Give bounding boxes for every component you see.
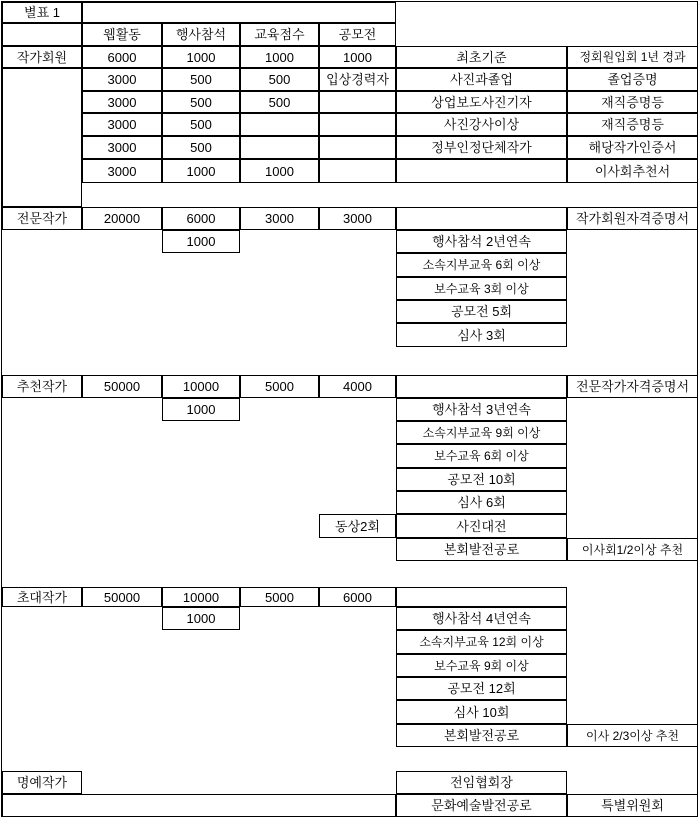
requirement-cell: 이사회1/2이상 추천	[567, 538, 698, 561]
grade-label-cell: 추천작가	[2, 375, 82, 398]
score-cell: 1000	[240, 46, 319, 68]
score-cell: 5000	[240, 375, 319, 398]
score-cell: 3000	[82, 136, 162, 159]
empty-cell	[319, 136, 396, 159]
score-cell: 6000	[82, 46, 162, 68]
empty-cell	[319, 91, 396, 113]
empty-cell	[2, 68, 82, 207]
criteria-cell: 공모전 12회	[396, 677, 567, 700]
score-cell: 500	[162, 91, 240, 113]
requirement-cell: 재직증명등	[567, 91, 698, 113]
score-cell: 10000	[162, 587, 240, 607]
criteria-cell: 사진강사이상	[396, 113, 567, 136]
score-cell: 500	[240, 91, 319, 113]
empty-cell	[2, 794, 396, 817]
empty-cell	[319, 113, 396, 136]
criteria-cell: 보수교육 3회 이상	[396, 277, 567, 300]
requirement-cell: 졸업증명	[567, 68, 698, 91]
grade-label-cell: 작가회원	[2, 46, 82, 68]
requirement-cell: 전문작가자격증명서	[567, 375, 698, 398]
criteria-cell: 전임협회장	[396, 771, 567, 794]
score-cell: 6000	[162, 207, 240, 230]
score-cell: 50000	[82, 375, 162, 398]
score-cell: 500	[162, 136, 240, 159]
empty-cell	[82, 2, 396, 23]
requirement-cell: 재직증명등	[567, 113, 698, 136]
criteria-cell: 소속지부교육 12회 이상	[396, 630, 567, 654]
requirement-cell: 이사회추천서	[567, 159, 698, 183]
criteria-cell: 보수교육 9회 이상	[396, 654, 567, 677]
criteria-cell: 행사참석 3년연속	[396, 398, 567, 421]
criteria-cell: 상업보도사진기자	[396, 91, 567, 113]
criteria-cell: 문화예술발전공로	[396, 794, 567, 817]
criteria-cell: 소속지부교육 6회 이상	[396, 253, 567, 277]
column-header-cell: 교육점수	[240, 23, 319, 46]
score-cell: 1000	[162, 607, 240, 630]
score-cell: 3000	[82, 159, 162, 183]
column-header-cell: 행사참석	[162, 23, 240, 46]
empty-cell	[240, 113, 319, 136]
grade-label-cell: 전문작가	[2, 207, 82, 230]
criteria-cell: 동상2회	[319, 514, 396, 538]
score-cell: 500	[240, 68, 319, 91]
score-cell: 1000	[162, 159, 240, 183]
score-cell: 3000	[240, 207, 319, 230]
requirement-cell: 정회원입회 1년 경과	[567, 46, 698, 68]
requirement-cell: 특별위원회	[567, 794, 698, 817]
empty-cell	[396, 159, 567, 183]
criteria-cell: 정부인정단체작가	[396, 136, 567, 159]
score-cell: 1000	[319, 46, 396, 68]
empty-cell	[2, 23, 82, 46]
table-title-cell: 별표 1	[2, 2, 82, 23]
criteria-cell: 사진과졸업	[396, 68, 567, 91]
criteria-cell: 본회발전공로	[396, 538, 567, 561]
column-header-cell: 공모전	[319, 23, 396, 46]
grade-label-cell: 초대작가	[2, 587, 82, 607]
criteria-cell: 입상경력자	[319, 68, 396, 91]
score-cell: 1000	[162, 230, 240, 253]
empty-cell	[396, 587, 567, 607]
empty-cell	[396, 207, 567, 230]
score-cell: 3000	[82, 91, 162, 113]
score-cell: 6000	[319, 587, 396, 607]
score-cell: 500	[162, 113, 240, 136]
criteria-cell: 심사 10회	[396, 700, 567, 724]
criteria-cell: 최초기준	[396, 46, 567, 68]
requirement-cell: 작가회원자격증명서	[567, 207, 698, 230]
criteria-cell: 사진대전	[396, 514, 567, 538]
criteria-cell: 본회발전공로	[396, 724, 567, 747]
score-cell: 50000	[82, 587, 162, 607]
score-cell: 3000	[82, 68, 162, 91]
criteria-cell: 행사참석 4년연속	[396, 607, 567, 630]
empty-cell	[319, 159, 396, 183]
criteria-cell: 행사참석 2년연속	[396, 230, 567, 253]
criteria-cell: 심사 6회	[396, 491, 567, 514]
score-cell: 4000	[319, 375, 396, 398]
score-cell: 3000	[319, 207, 396, 230]
criteria-cell: 공모전 5회	[396, 300, 567, 323]
score-cell: 1000	[162, 398, 240, 421]
score-cell: 1000	[240, 159, 319, 183]
score-cell: 5000	[240, 587, 319, 607]
criteria-cell: 보수교육 6회 이상	[396, 444, 567, 468]
criteria-cell: 소속지부교육 9회 이상	[396, 421, 567, 444]
requirement-cell: 해당작가인증서	[567, 136, 698, 159]
score-cell: 3000	[82, 113, 162, 136]
grade-label-cell: 명예작가	[2, 771, 82, 794]
column-header-cell: 웹활동	[82, 23, 162, 46]
requirement-cell: 이사 2/3이상 추천	[567, 724, 698, 747]
score-cell: 20000	[82, 207, 162, 230]
score-cell: 10000	[162, 375, 240, 398]
score-cell: 500	[162, 68, 240, 91]
criteria-cell: 심사 3회	[396, 323, 567, 347]
criteria-cell: 공모전 10회	[396, 468, 567, 491]
empty-cell	[396, 375, 567, 398]
empty-cell	[240, 136, 319, 159]
score-cell: 1000	[162, 46, 240, 68]
